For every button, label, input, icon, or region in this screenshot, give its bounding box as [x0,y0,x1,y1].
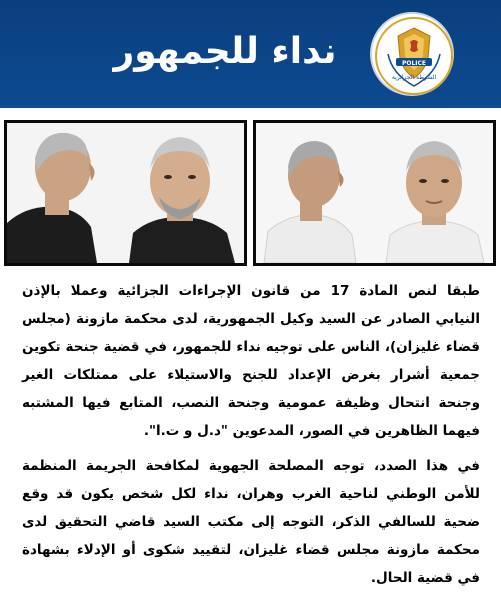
header-banner [0,0,501,108]
logo-caption: الشرطة الجزائرية [391,74,437,81]
photo-panel-left [4,120,247,266]
police-badge-icon [372,14,456,98]
page-title: نداء للجمهور [113,31,337,72]
notice-paragraph-2: في هذا الصدد، توجه المصلحة الجهوية لمكافحة الجريمة المنظمة للأمن الوطني لناحية الغرب وهران، نداء لكل شخص يكون قد وقع ضحية للسالفي الذكر، التوجه إلى مكتب السيد قاضي التحقيق لدى محكمة مازونة مجلس قضاء غليزان، لتقييد شكوى أو الإدلاء بشهادة في قضية الحال. [22,458,480,586]
suspect-photo-right [256,123,493,263]
notice-paragraph-1: طبقا لنص المادة 17 من قانون الإجراءات الجزائية وعملا بالإذن النيابي الصادر عن السيد وكيل الجمهورية، لدى محكمة مازونة (مجلس قضاء غليزان)، الناس على توجيه نداء للجمهور، في قضية جنحة تكوين جمعية أشرار بغرض الإعداد للجنح والاستيلاء على ممتلكات الغير وجنحة انتحال وظيفة عمومية وجنحة النصب، المتابع فيها المشتبه فيهما الظاهرين في الصور، المدعوين "د.ل و ت.ا". [22,283,480,439]
photo-panel-right [253,120,496,266]
suspect-photo-left [7,123,244,263]
logo-police-label: POLICE [401,60,427,67]
police-logo [370,12,454,96]
suspect-photos [4,120,496,266]
